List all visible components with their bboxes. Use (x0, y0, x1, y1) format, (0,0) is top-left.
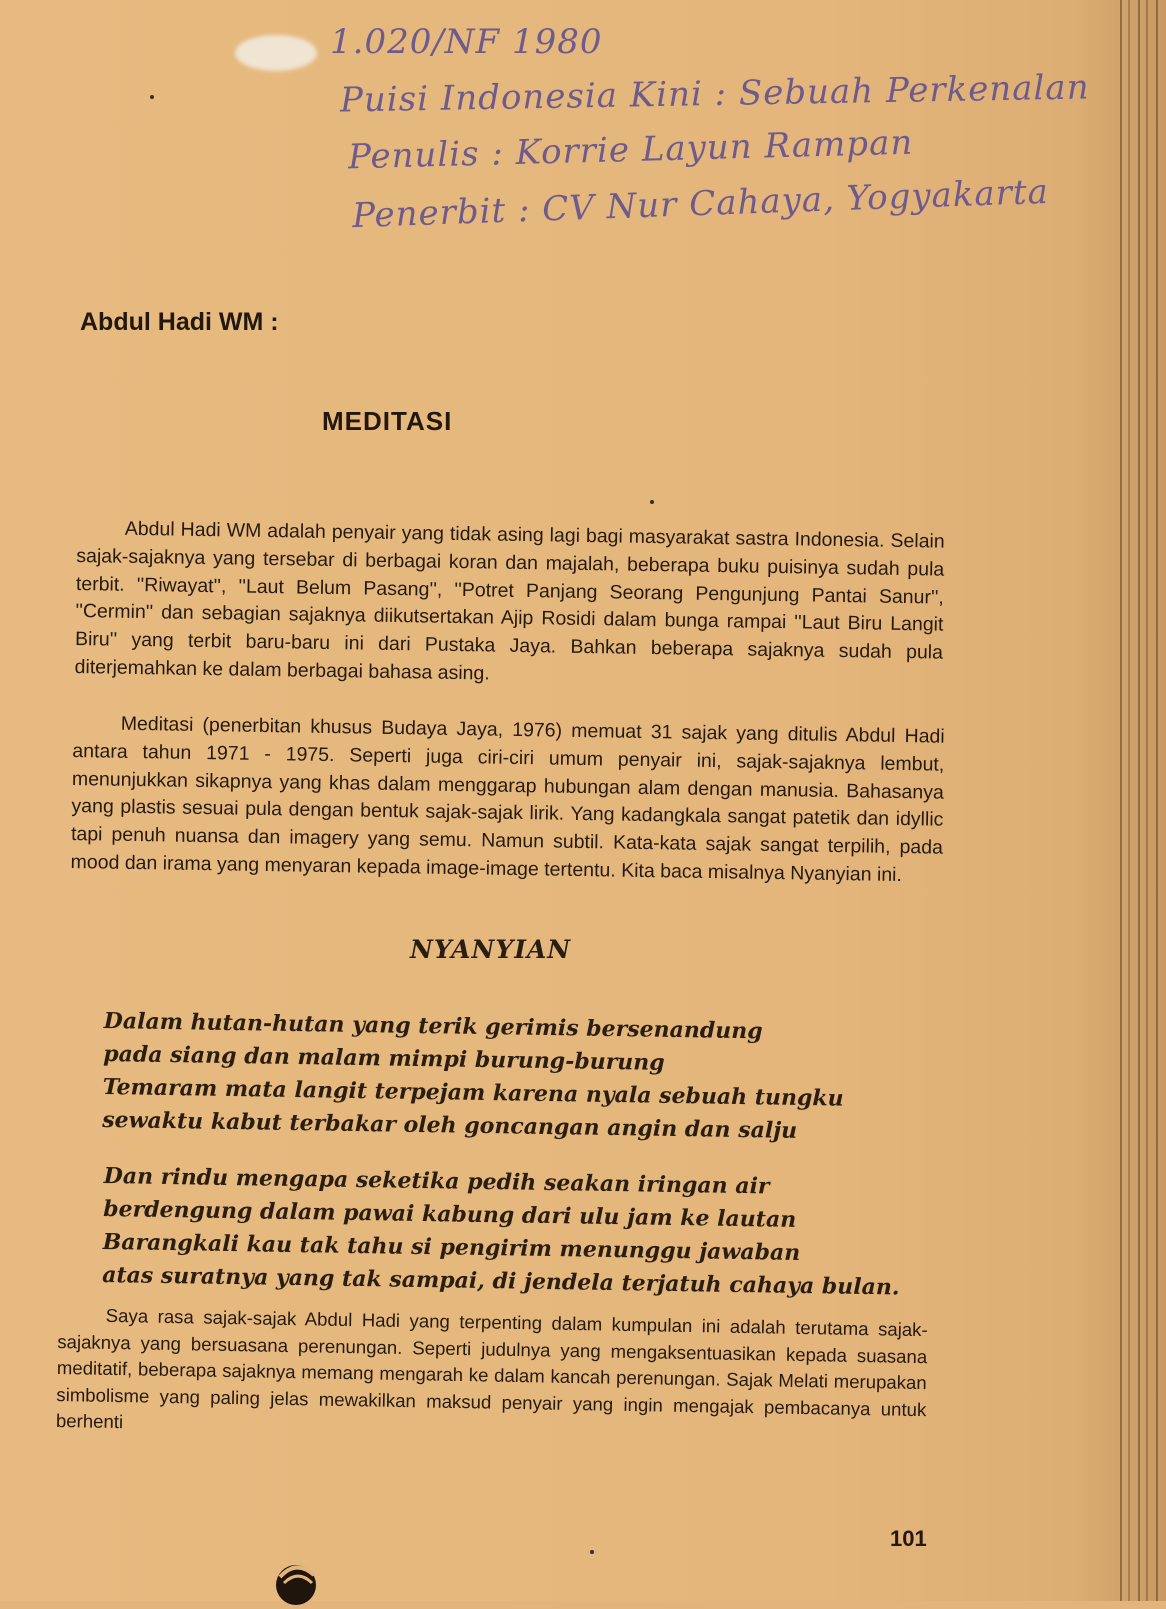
speck (150, 95, 154, 99)
poem-line: Dan rindu mengapa seketika pedih seakan iringan air (103, 1162, 770, 1200)
publisher-logo-icon (270, 1557, 322, 1609)
author-heading: Abdul Hadi WM : (80, 308, 279, 336)
speck (590, 1550, 594, 1554)
handwritten-line-publisher: Penerbit : CV Nur Cahaya, Yogyakarta (351, 171, 1050, 237)
poem-line: Barangkali kau tak tahu si pengirim menunggu jawaban (102, 1228, 801, 1266)
ink-smudge (235, 35, 317, 71)
poem-line: Temaram mata langit terpejam karena nyala sebuah tungku (102, 1073, 844, 1112)
poem-stanza-2 (102, 1160, 901, 1305)
poem-line: pada siang dan malam mimpi burung-burung (103, 1040, 665, 1076)
handwritten-line-title: Puisi Indonesia Kini : Sebuah Perkenalan (339, 67, 1090, 121)
binding-edge (1116, 0, 1166, 1601)
paragraph-intro: Abdul Hadi WM adalah penyair yang tidak asing lagi bagi masyarakat sastra Indonesia. Selain sajak-sajaknya yang tersebar di berbagai koran dan majalah, beberapa buku puisinya sudah pula terbit. ''Riwayat'', ''Laut Belum Pasang'', ''Potret Panjang Seorang Pengunjung Pantai Sanur'', ''Cermin'' dan sebagian sajaknya diikutsertakan Ajip Rosidi dalam bunga rampai ''Laut Biru Langit Biru'' yang terbit baru-baru ini dari Pustaka Jaya. Bahkan beberapa sajaknya sudah pula diterjemahkan ke dalam berbagai bahasa asing. (74, 517, 945, 685)
poem-line: berdengung dalam pawai kabung dari ulu jam ke lautan (103, 1195, 797, 1233)
paragraph-meditasi: Meditasi (penerbitan khusus Budaya Jaya, 1976) memuat 31 sajak yang ditulis Abdul Hadi antara tahun 1971 - 1975. Seperti juga ciri-ciri umum penyair ini, sajak-sajaknya lembut, menunjukkan sikapnya yang khas dalam menggarap hubungan alam dengan manusia. Bahasanya yang plastis sesuai pula dengan bentuk sajak-sajak lirik. Yang kadangkala sangat patetik dan idyllic tapi penuh nuansa dan imagery yang semu. Namun subtil. Kata-kata sajak sangat terpilih, pada mood dan irama yang menyaran kepada image-image tertentu. Kita baca misalnya Nyanyian ini. (70, 712, 945, 887)
handwritten-line-catalog: 1.020/NF 1980 (330, 22, 603, 62)
book-title: MEDITASI (322, 406, 453, 436)
poem-line: sewaktu kabut terbakar oleh goncangan angin dan salju (101, 1106, 798, 1144)
poem-line: atas suratnya yang tak sampai, di jendela terjatuh cahaya bulan. (101, 1261, 900, 1301)
poem-line: Dalam hutan-hutan yang terik gerimis bersenandung (103, 1007, 763, 1045)
page-number: 101 (890, 1526, 927, 1551)
poem-stanza-1 (102, 1005, 845, 1149)
paragraph-perenungan: Saya rasa sajak-sajak Abdul Hadi yang terpenting dalam kumpulan ini adalah terutama sajak-sajaknya yang bersuasana perenungan. Seperti judulnya yang mengaksentuasikan kepada suasana meditatif, beberapa sajaknya memang mengarah ke dalam kancah perenungan. Sajak Melati merupakan simbolisme yang paling jelas mewakilkan maksud penyair yang ingin mengajak pembacanya untuk berhenti (55, 1304, 928, 1433)
speck (650, 500, 654, 504)
poem-title: NYANYIAN (410, 935, 572, 964)
handwritten-line-author: Penulis : Korrie Layun Rampan (347, 122, 914, 178)
